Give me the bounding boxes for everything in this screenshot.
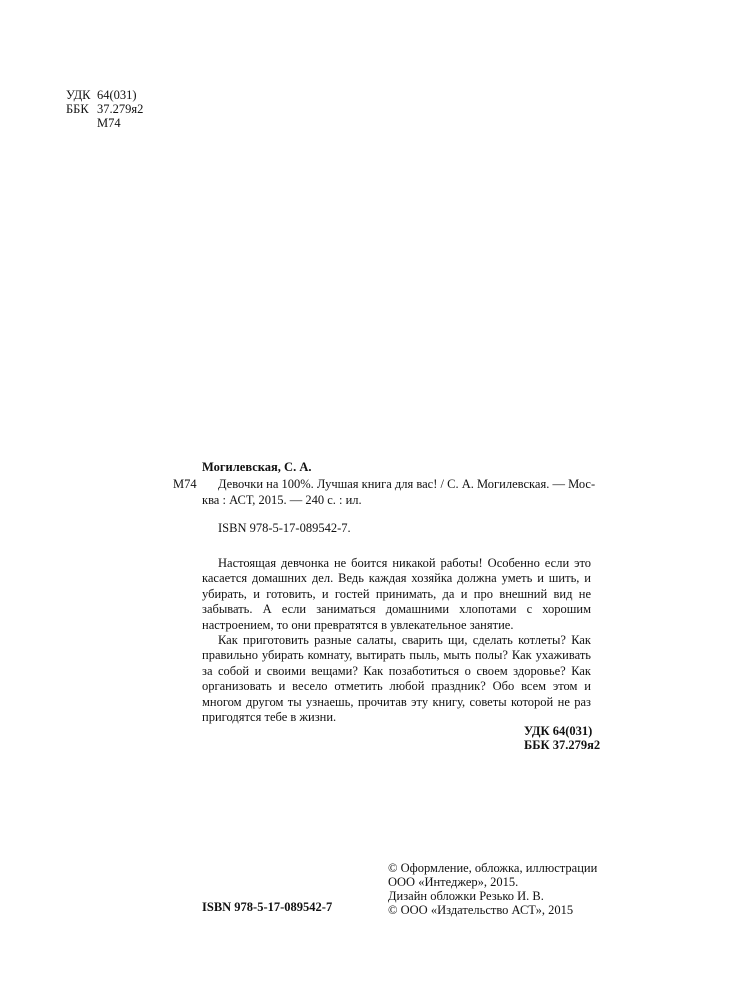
- annotation: [202, 556, 591, 725]
- author-code-top: М74: [97, 116, 121, 130]
- udk-row: [66, 88, 143, 102]
- bbk-value: 37.279я2: [97, 102, 144, 116]
- catalog-isbn: ISBN 978-5-17-089542-7.: [218, 521, 351, 535]
- isbn-footer: ISBN 978-5-17-089542-7: [202, 900, 333, 914]
- copyright-block: [388, 861, 597, 917]
- author-code-row: [66, 116, 143, 130]
- copyright-line-1: © Оформление, обложка, иллюстрации: [388, 861, 598, 875]
- classification-block-top: [66, 88, 143, 130]
- annotation-paragraph-2: Как приготовить разные салаты, сварить щи, сделать котлеты? Как правильно убирать комнату, вытирать пыль, мыть полы? Как ухаживать за собой и своими вещами? Как позаботиться о своем здоровье? Как организовать и весело отметить любой праздник? Обо всем этом и многом другом ты узнаешь, прочитав эту книгу, советы которой не раз пригодятся тебе в жизни.: [202, 633, 591, 725]
- catalog-author: Могилевская, С. А.: [202, 460, 312, 474]
- catalog-description-line1: Девочки на 100%. Лучшая книга для вас! / С. А. Могилевская. — Мос-: [218, 477, 596, 491]
- udk-value: 64(031): [97, 88, 137, 102]
- bbk-row: [66, 102, 143, 116]
- copyright-line-3: Дизайн обложки Резько И. В.: [388, 889, 544, 903]
- catalog-description-line2: ква : АСТ, 2015. — 240 с. : ил.: [202, 493, 362, 507]
- annotation-paragraph-1: Настоящая девчонка не боится никакой работы! Особенно если это касается домашних дел. Ведь каждая хозяйка должна уметь и шить, и убирать, и готовить, и гостей принимать, да и про внешний вид не забывать. А если заниматься домашними хлопотами с хорошим настроением, то они превратятся в увлекательное занятие.: [202, 556, 591, 632]
- udk-label: УДК: [66, 88, 91, 102]
- bbk-code: ББК 37.279я2: [524, 738, 601, 752]
- copyright-line-2: ООО «Интеджер», 2015.: [388, 875, 519, 889]
- catalog-author-code: М74: [173, 477, 197, 491]
- classification-block-bottom: [524, 724, 600, 752]
- copyright-line-4: © ООО «Издательство АСТ», 2015: [388, 903, 574, 917]
- bbk-label: ББК: [66, 102, 89, 116]
- udk-code: УДК 64(031): [524, 724, 593, 738]
